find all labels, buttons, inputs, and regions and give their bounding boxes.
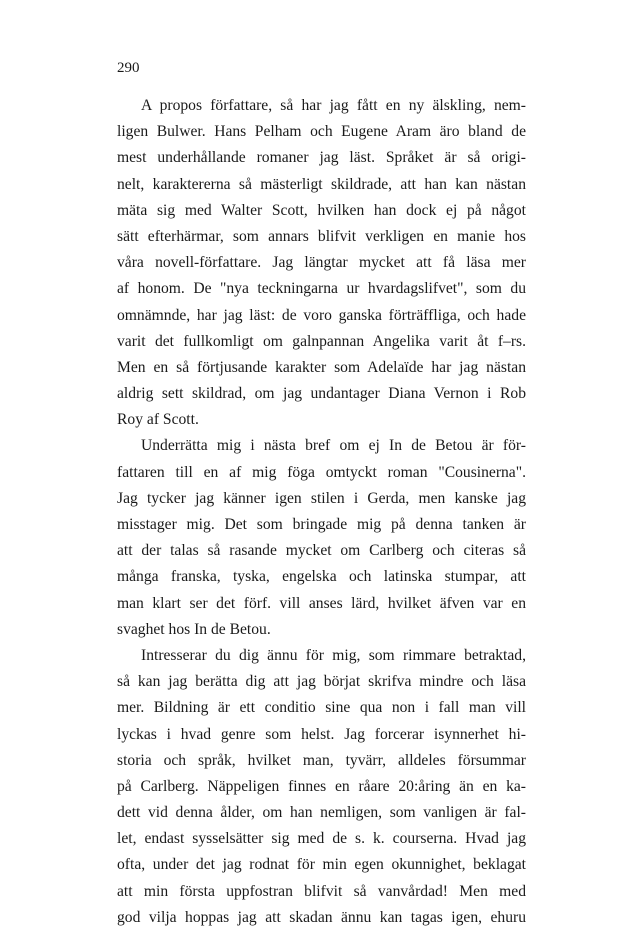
text-line: man klart ser det förf. vill anses lärd, hvilket äfven var en xyxy=(117,594,526,612)
text-line: misstager mig. Det som bringade mig på denna tanken är xyxy=(117,516,526,533)
text-line: nelt, karaktererna så mästerligt skildrade, att han kan nästan xyxy=(117,175,526,193)
text-line: Roy af Scott. xyxy=(117,411,199,429)
text-line: lyckas i hvad genre som helst. Jag forcerar isynnerhet hi- xyxy=(117,725,526,743)
text-line: Jag tycker jag känner igen stilen i Gerda, men kanske jag xyxy=(117,489,526,507)
text-line: att min första uppfostran blifvit så vanvårdad! Men med xyxy=(117,882,526,900)
body-text xyxy=(117,93,526,931)
page-number: 290 xyxy=(117,60,140,76)
text-line: sätt efterhärmar, som annars blifvit verkligen en manie hos xyxy=(117,227,526,245)
text-line: A propos författare, så har jag fått en ny älskling, nem- xyxy=(141,97,526,114)
text-line: svaghet hos In de Betou. xyxy=(117,620,271,638)
text-line: ligen Bulwer. Hans Pelham och Eugene Aram äro bland de xyxy=(117,123,526,141)
text-line: mäta sig med Walter Scott, hvilken han dock ej på något xyxy=(117,201,526,219)
text-line: mest underhållande romaner jag läst. Språket är så origi- xyxy=(117,149,526,167)
text-line: fattaren till en af mig föga omtyckt roman "Cousinerna". xyxy=(117,463,526,481)
text-line: varit det fullkomligt om galnpannan Angelika varit åt f–rs. xyxy=(117,332,526,350)
text-line: Men en så förtjusande karakter som Adelaïde har jag nästan xyxy=(117,358,526,376)
text-line: våra novell-författare. Jag längtar mycket att få läsa mer xyxy=(117,254,526,272)
text-line: mer. Bildning är ett conditio sine qua non i fall man vill xyxy=(117,699,526,717)
text-line: så kan jag berätta dig att jag börjat skrifva mindre och läsa xyxy=(117,673,526,691)
text-line: dett vid denna ålder, om han nemligen, som vanligen är fal- xyxy=(117,804,526,822)
text-line: let, endast sysselsätter sig med de s. k. courserna. Hvad jag xyxy=(117,830,526,848)
text-line: god vilja hoppas jag att skadan ännu kan tagas igen, ehuru xyxy=(117,908,526,926)
text-line: Intresserar du dig ännu för mig, som rimmare betraktad, xyxy=(141,646,526,664)
text-line: Underrätta mig i nästa bref om ej In de Betou är för- xyxy=(141,437,526,455)
text-line: omnämnde, har jag läst: de voro ganska förträffliga, och hade xyxy=(117,306,526,324)
text-line: på Carlberg. Näppeligen finnes en råare 20:åring än en ka- xyxy=(117,777,526,795)
text-line: många franska, tyska, engelska och latinska stumpar, att xyxy=(117,568,526,586)
text-line: ofta, under det jag rodnat för min egen okunnighet, beklagat xyxy=(117,856,526,874)
text-line: aldrig sett skildrad, om jag undantager Diana Vernon i Rob xyxy=(117,385,526,403)
text-line: storia och språk, hvilket man, tyvärr, alldeles försummar xyxy=(117,751,526,769)
text-line: af honom. De "nya teckningarna ur hvardagslifvet", som du xyxy=(117,280,526,298)
text-line: att der talas så rasande mycket om Carlberg och citeras så xyxy=(117,542,526,560)
